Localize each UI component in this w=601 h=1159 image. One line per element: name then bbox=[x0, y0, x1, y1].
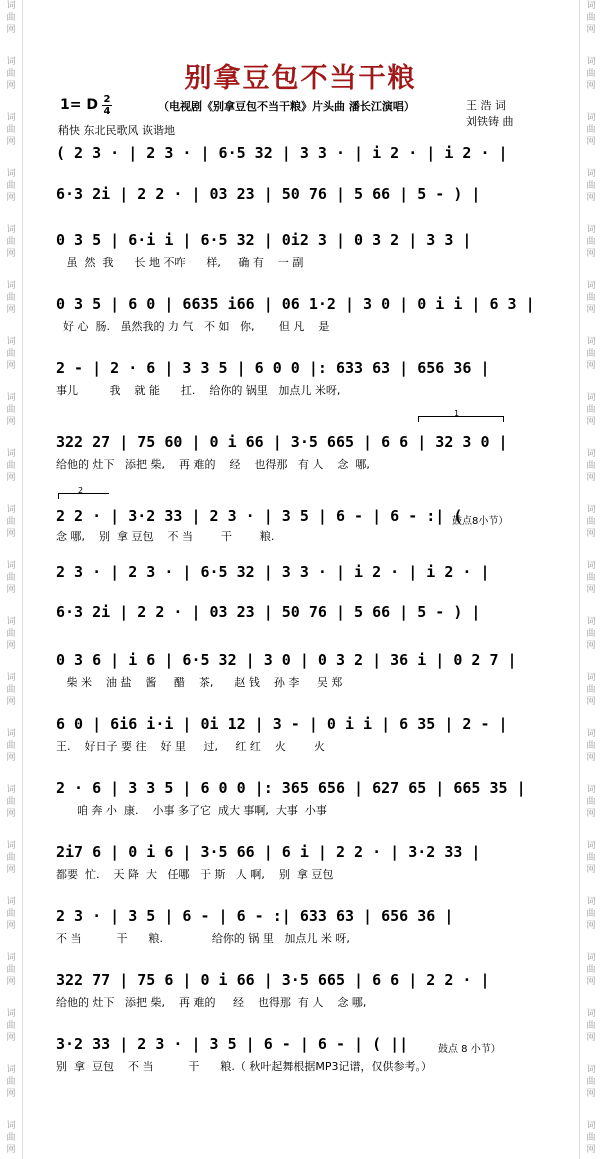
watermark-gap bbox=[580, 372, 601, 392]
lyric-line: 都要 忙. 天 降 大 任哪 于 斯 人 啊, 别 拿 豆包 bbox=[56, 868, 334, 881]
volta-bracket-2 bbox=[58, 493, 109, 499]
watermark-char: 曲 bbox=[6, 741, 16, 751]
notation-row: 0 3 6 | i 6 | 6·5 32 | 3 0 | 0 3 2 | 36 i | 0 2 7 | bbox=[56, 651, 517, 669]
watermark-char: 词 bbox=[586, 225, 596, 235]
watermark-gap bbox=[580, 540, 601, 560]
watermark-char: 词 bbox=[6, 449, 16, 459]
notation-row: 2 2 · | 3·2 33 | 2 3 · | 3 5 | 6 - | 6 - :| ( bbox=[56, 507, 463, 525]
notation-row: 6·3 2i | 2 2 · | 03 23 | 50 76 | 5 66 | 5 - ) | bbox=[56, 603, 481, 621]
watermark-char: 网 bbox=[6, 585, 16, 595]
watermark-gap bbox=[580, 36, 601, 56]
watermark-gap bbox=[0, 764, 22, 784]
lyric-line: 好 心 肠. 虽然我的 力 气 不 如 你, 但 凡 是 bbox=[56, 320, 330, 333]
notation-row: 2 - | 2 · 6 | 3 3 5 | 6 0 0 |: 633 63 | 656 36 | bbox=[56, 359, 490, 377]
watermark-char: 曲 bbox=[586, 349, 596, 359]
watermark-char: 网 bbox=[586, 921, 596, 931]
watermark-char: 网 bbox=[6, 641, 16, 651]
watermark-char: 网 bbox=[586, 473, 596, 483]
watermark-char: 曲 bbox=[586, 461, 596, 471]
watermark-gap bbox=[580, 820, 601, 840]
lyric-line: 给他的 灶下 添把 柴, 再 难的 经 也得那 有 人 念 哪, bbox=[56, 996, 367, 1009]
watermark-gap bbox=[0, 652, 22, 672]
watermark-char: 曲 bbox=[6, 685, 16, 695]
watermark-char: 词 bbox=[586, 169, 596, 179]
notation-row: ( 2 3 · | 2 3 · | 6·5 32 | 3 3 · | i 2 · | i 2 · | bbox=[56, 144, 508, 162]
watermark-char: 词 bbox=[6, 729, 16, 739]
watermark-char: 曲 bbox=[6, 517, 16, 527]
watermark-gap bbox=[0, 932, 22, 952]
watermark-char: 词 bbox=[586, 729, 596, 739]
watermark-char: 词 bbox=[6, 1121, 16, 1131]
watermark-char: 网 bbox=[6, 809, 16, 819]
composer: 刘铁铸 曲 bbox=[466, 115, 514, 128]
watermark-char: 曲 bbox=[6, 181, 16, 191]
watermark-gap bbox=[580, 1100, 601, 1120]
watermark-char: 曲 bbox=[586, 741, 596, 751]
watermark-char: 词 bbox=[586, 617, 596, 627]
watermark-char: 曲 bbox=[6, 349, 16, 359]
watermark-char: 词 bbox=[586, 393, 596, 403]
notation-row: 2 3 · | 2 3 · | 6·5 32 | 3 3 · | i 2 · | i 2 · | bbox=[56, 563, 490, 581]
watermark-char: 词 bbox=[6, 225, 16, 235]
watermark-char: 网 bbox=[6, 753, 16, 763]
watermark-gap bbox=[0, 372, 22, 392]
watermark-char: 词 bbox=[6, 1009, 16, 1019]
watermark-gap bbox=[580, 260, 601, 280]
watermark-gap bbox=[0, 820, 22, 840]
watermark-char: 网 bbox=[586, 753, 596, 763]
notation-row: 0 3 5 | 6·i i | 6·5 32 | 0i2 3 | 0 3 2 | 3 3 | bbox=[56, 231, 472, 249]
watermark-char: 曲 bbox=[586, 517, 596, 527]
watermark-char: 词 bbox=[6, 169, 16, 179]
watermark-char: 词 bbox=[586, 841, 596, 851]
watermark-char: 曲 bbox=[586, 1133, 596, 1143]
watermark-gap bbox=[580, 148, 601, 168]
watermark-char: 网 bbox=[586, 809, 596, 819]
watermark-char: 词 bbox=[586, 57, 596, 67]
watermark-char: 网 bbox=[586, 193, 596, 203]
watermark-char: 曲 bbox=[586, 853, 596, 863]
watermark-char: 词 bbox=[586, 1121, 596, 1131]
drum-note: 鼓点 8 小节） bbox=[438, 1044, 501, 1055]
watermark-char: 网 bbox=[586, 1145, 596, 1155]
watermark-char: 网 bbox=[6, 417, 16, 427]
watermark-char: 词 bbox=[6, 1, 16, 11]
watermark-char: 网 bbox=[586, 585, 596, 595]
watermark-char: 曲 bbox=[586, 909, 596, 919]
watermark-char: 词 bbox=[6, 505, 16, 515]
watermark-char: 曲 bbox=[586, 125, 596, 135]
volta-number: 2 bbox=[78, 486, 84, 495]
key-signature: 1= D bbox=[60, 97, 98, 113]
watermark-char: 词 bbox=[6, 953, 16, 963]
watermark-char: 网 bbox=[586, 1033, 596, 1043]
time-denominator: 4 bbox=[103, 106, 111, 117]
notation-row: 2i7 6 | 0 i 6 | 3·5 66 | 6 i | 2 2 · | 3·2 33 | bbox=[56, 843, 481, 861]
notation-row: 2 · 6 | 3 3 5 | 6 0 0 |: 365 656 | 627 65 | 665 35 | bbox=[56, 779, 526, 797]
watermark-gap bbox=[0, 148, 22, 168]
watermark-char: 词 bbox=[6, 337, 16, 347]
watermark-char: 网 bbox=[586, 305, 596, 315]
lyric-line: 不 当 干 粮. 给你的 锅 里 加点儿 米 呀, bbox=[56, 932, 350, 945]
watermark-char: 词 bbox=[6, 897, 16, 907]
watermark-char: 网 bbox=[586, 529, 596, 539]
watermark-gap bbox=[580, 764, 601, 784]
watermark-char: 网 bbox=[586, 641, 596, 651]
watermark-char: 曲 bbox=[6, 69, 16, 79]
watermark-char: 曲 bbox=[6, 1133, 16, 1143]
watermark-char: 词 bbox=[6, 393, 16, 403]
watermark-gap bbox=[580, 316, 601, 336]
watermark-char: 词 bbox=[586, 1065, 596, 1075]
lyric-line: 事儿 我 就 能 扛. 给你的 锅里 加点儿 米呀, bbox=[56, 384, 341, 397]
watermark-char: 网 bbox=[6, 865, 16, 875]
watermark-char: 曲 bbox=[6, 461, 16, 471]
watermark-char: 网 bbox=[586, 697, 596, 707]
watermark-char: 网 bbox=[586, 1089, 596, 1099]
watermark-char: 词 bbox=[586, 1009, 596, 1019]
watermark-char: 曲 bbox=[586, 181, 596, 191]
watermark-char: 词 bbox=[586, 449, 596, 459]
watermark-char: 网 bbox=[6, 305, 16, 315]
watermark-gap bbox=[580, 876, 601, 896]
watermark-char: 词 bbox=[586, 113, 596, 123]
watermark-char: 曲 bbox=[586, 1077, 596, 1087]
notation-row: 6·3 2i | 2 2 · | 03 23 | 50 76 | 5 66 | 5 - ) | bbox=[56, 185, 481, 203]
watermark-char: 网 bbox=[586, 977, 596, 987]
watermark-char: 网 bbox=[6, 193, 16, 203]
watermark-char: 网 bbox=[6, 249, 16, 259]
watermark-char: 词 bbox=[6, 1065, 16, 1075]
watermark-char: 网 bbox=[586, 137, 596, 147]
watermark-char: 曲 bbox=[586, 13, 596, 23]
watermark-char: 词 bbox=[6, 841, 16, 851]
watermark-char: 词 bbox=[6, 785, 16, 795]
volta-number: 1 bbox=[454, 409, 460, 418]
watermark-char: 网 bbox=[6, 25, 16, 35]
watermark-char: 曲 bbox=[6, 573, 16, 583]
watermark-char: 曲 bbox=[6, 237, 16, 247]
watermark-left bbox=[0, 0, 23, 1159]
lyricist: 王 浩 词 bbox=[466, 99, 506, 112]
watermark-gap bbox=[0, 484, 22, 504]
watermark-char: 网 bbox=[586, 81, 596, 91]
notation-row: 0 3 5 | 6 0 | 6635 i66 | 06 1·2 | 3 0 | 0 i i | 6 3 | bbox=[56, 295, 535, 313]
watermark-char: 词 bbox=[6, 617, 16, 627]
notation-row: 322 27 | 75 60 | 0 i 66 | 3·5 665 | 6 6 | 32 3 0 | bbox=[56, 433, 508, 451]
watermark-gap bbox=[0, 36, 22, 56]
watermark-char: 网 bbox=[6, 137, 16, 147]
watermark-char: 曲 bbox=[6, 853, 16, 863]
watermark-gap bbox=[580, 428, 601, 448]
watermark-char: 曲 bbox=[586, 797, 596, 807]
watermark-gap bbox=[580, 484, 601, 504]
watermark-char: 网 bbox=[6, 1089, 16, 1099]
watermark-char: 网 bbox=[6, 81, 16, 91]
watermark-char: 曲 bbox=[6, 629, 16, 639]
watermark-gap bbox=[0, 876, 22, 896]
watermark-char: 词 bbox=[586, 281, 596, 291]
lyric-line: 给他的 灶下 添把 柴, 再 难的 经 也得那 有 人 念 哪, bbox=[56, 458, 370, 471]
lyric-line: 念 哪, 别 拿 豆包 不 当 干 粮. bbox=[56, 530, 275, 543]
watermark-char: 曲 bbox=[586, 405, 596, 415]
watermark-char: 曲 bbox=[6, 125, 16, 135]
watermark-gap bbox=[0, 260, 22, 280]
watermark-char: 网 bbox=[586, 417, 596, 427]
watermark-gap bbox=[0, 92, 22, 112]
watermark-gap bbox=[580, 596, 601, 616]
lyric-line: 柴 米 油 盐 酱 醋 茶, 赵 钱 孙 李 吴 郑 bbox=[56, 676, 343, 689]
watermark-char: 网 bbox=[586, 25, 596, 35]
watermark-char: 网 bbox=[6, 977, 16, 987]
watermark-char: 曲 bbox=[6, 909, 16, 919]
watermark-gap bbox=[580, 708, 601, 728]
watermark-char: 网 bbox=[6, 1033, 16, 1043]
watermark-char: 网 bbox=[6, 1145, 16, 1155]
watermark-char: 网 bbox=[6, 473, 16, 483]
watermark-char: 词 bbox=[586, 785, 596, 795]
watermark-gap bbox=[580, 988, 601, 1008]
lyric-line: 咱 奔 小 康. 小事 多了它 成大 事啊, 大事 小事 bbox=[56, 804, 327, 817]
watermark-char: 网 bbox=[586, 361, 596, 371]
song-title: 别拿豆包不当干粮 bbox=[184, 63, 417, 94]
watermark-gap bbox=[0, 708, 22, 728]
watermark-gap bbox=[580, 932, 601, 952]
time-numerator: 2 bbox=[103, 94, 111, 105]
watermark-gap bbox=[0, 428, 22, 448]
watermark-char: 曲 bbox=[6, 293, 16, 303]
watermark-gap bbox=[0, 316, 22, 336]
watermark-char: 词 bbox=[586, 1, 596, 11]
watermark-char: 曲 bbox=[586, 965, 596, 975]
watermark-char: 曲 bbox=[6, 1077, 16, 1087]
watermark-right bbox=[579, 0, 601, 1159]
watermark-char: 词 bbox=[586, 337, 596, 347]
watermark-char: 曲 bbox=[6, 405, 16, 415]
watermark-char: 曲 bbox=[586, 629, 596, 639]
watermark-char: 词 bbox=[586, 953, 596, 963]
watermark-char: 词 bbox=[586, 505, 596, 515]
watermark-char: 曲 bbox=[6, 965, 16, 975]
watermark-char: 曲 bbox=[586, 69, 596, 79]
watermark-char: 曲 bbox=[586, 573, 596, 583]
watermark-char: 词 bbox=[6, 561, 16, 571]
notation-row: 6 0 | 6i6 i·i | 0i 12 | 3 - | 0 i i | 6 35 | 2 - | bbox=[56, 715, 508, 733]
watermark-gap bbox=[0, 1044, 22, 1064]
watermark-char: 曲 bbox=[586, 237, 596, 247]
lyric-line: 虽 然 我 长 地 不咋 样, 确 有 一 副 bbox=[56, 256, 304, 269]
notation-row: 322 77 | 75 6 | 0 i 66 | 3·5 665 | 6 6 | 2 2 · | bbox=[56, 971, 490, 989]
watermark-gap bbox=[580, 204, 601, 224]
time-signature bbox=[102, 94, 112, 117]
watermark-char: 词 bbox=[6, 281, 16, 291]
watermark-char: 网 bbox=[6, 529, 16, 539]
watermark-char: 词 bbox=[6, 57, 16, 67]
watermark-char: 网 bbox=[6, 921, 16, 931]
watermark-gap bbox=[0, 988, 22, 1008]
volta-bracket-1 bbox=[418, 416, 504, 422]
watermark-char: 曲 bbox=[586, 1021, 596, 1031]
watermark-char: 曲 bbox=[586, 685, 596, 695]
watermark-gap bbox=[0, 540, 22, 560]
watermark-char: 网 bbox=[586, 249, 596, 259]
watermark-char: 曲 bbox=[6, 13, 16, 23]
watermark-char: 曲 bbox=[6, 797, 16, 807]
watermark-gap bbox=[580, 92, 601, 112]
song-subtitle: （电视剧《别拿豆包不当干粮》片头曲 潘长江演唱） bbox=[158, 100, 415, 113]
watermark-char: 网 bbox=[6, 697, 16, 707]
lyric-line: 王. 好日子 要 往 好 里 过, 红 红 火 火 bbox=[56, 740, 325, 753]
watermark-gap bbox=[0, 1100, 22, 1120]
drum-note: 鼓点8小节） bbox=[452, 516, 509, 527]
notation-row: 2 3 · | 3 5 | 6 - | 6 - :| 633 63 | 656 36 | bbox=[56, 907, 454, 925]
watermark-char: 网 bbox=[586, 865, 596, 875]
watermark-char: 词 bbox=[586, 897, 596, 907]
watermark-char: 词 bbox=[6, 673, 16, 683]
tempo-marking: 稍快 东北民歌风 诙谐地 bbox=[58, 124, 175, 137]
watermark-char: 词 bbox=[586, 673, 596, 683]
watermark-char: 曲 bbox=[586, 293, 596, 303]
watermark-gap bbox=[580, 652, 601, 672]
watermark-char: 词 bbox=[586, 561, 596, 571]
watermark-gap bbox=[580, 1044, 601, 1064]
watermark-gap bbox=[0, 204, 22, 224]
watermark-char: 网 bbox=[6, 361, 16, 371]
lyric-line: 别 拿 豆包 不 当 干 粮.（ 秋叶起舞根据MP3记谱，仅供参考。） bbox=[56, 1060, 433, 1073]
watermark-char: 词 bbox=[6, 113, 16, 123]
notation-row: 3·2 33 | 2 3 · | 3 5 | 6 - | 6 - | ( || bbox=[56, 1035, 409, 1053]
watermark-char: 曲 bbox=[6, 1021, 16, 1031]
watermark-gap bbox=[0, 596, 22, 616]
